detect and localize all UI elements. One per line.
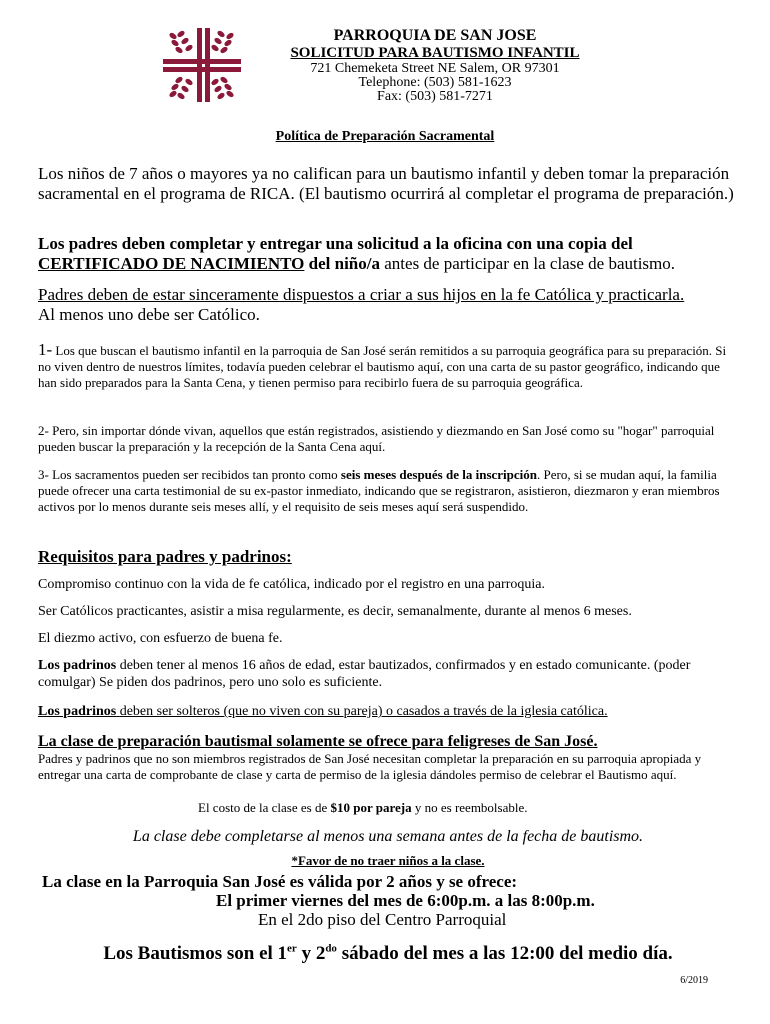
schedule-line-3: En el 2do piso del Centro Parroquial: [258, 910, 507, 929]
requirement-item-3: El diezmo activo, con esfuerzo de buena fe.: [38, 631, 283, 646]
parents-submit-paragraph: [38, 234, 738, 274]
rule-1: [38, 342, 738, 391]
parish-fax: Fax: (503) 581-7271: [377, 89, 493, 104]
requirement-item-4: [38, 657, 738, 691]
form-title: SOLICITUD PARA BAUTISMO INFANTIL: [290, 45, 580, 61]
sincere-paragraph: [38, 285, 738, 325]
birth-certificate-text: CERTIFICADO DE NACIMIENTO: [38, 254, 305, 273]
cross-wheat-logo-icon: [163, 28, 241, 102]
baptisms-sup-2: do: [325, 942, 337, 955]
submit-rest-text: antes de participar en la clase de bautismo.: [384, 254, 676, 273]
policy-title: Política de Preparación Sacramental: [275, 129, 495, 144]
requirement-item-2: Ser Católicos practicantes, asistir a misa regularmente, es decir, semanalmente, durante al menos 6 meses.: [38, 604, 632, 619]
godparents-label: Los padrinos: [38, 658, 117, 673]
sincere-underlined: Padres deben de estar sinceramente dispuestos a criar a sus hijos en la fe Católica y practicarla.: [38, 285, 685, 304]
class-cost-amount: $10 por pareja: [330, 800, 412, 815]
intro-paragraph: Los niños de 7 años o mayores ya no califican para un bautismo infantil y deben tomar la preparación sacramental en el programa de RICA. (El bautismo ocurrirá al completar el programa de preparación.): [38, 164, 734, 203]
requirement-item-5: [38, 703, 738, 720]
class-info-title: La clase de preparación bautismal solamente se ofrece para feligreses de San José.: [38, 733, 598, 750]
rule-1-text: Los que buscan el bautismo infantil en la parroquia de San José serán remitidos a su parroquia geográfica para su preparación. Si no viven dentro de nuestros límites, todavía pueden celebrar el bautismo aquí, con una carta de su pastor geográfico, indicando que han sido preparados para la Santa Cena, y tienen permiso para recibirlo fuera de su parroquia geográfica.: [38, 343, 727, 390]
requirement-item-5-text: deben ser solteros (que no viven con su pareja) o casados a través de la iglesia católica.: [119, 704, 608, 719]
requirement-item-4-text: deben tener al menos 16 años de edad, estar bautizados, confirmados y en estado comunicante. (poder comulgar) Se piden dos padrinos, pero uno solo es suficiente.: [38, 658, 691, 690]
rule-2: [38, 423, 738, 455]
rule-2-text: Pero, sin importar dónde vivan, aquellos que están registrados, asistiendo y diezmando en San José como su "hogar" parroquial pueden buscar la preparación y la recepción de la Santa Cena aquí.: [38, 423, 715, 454]
schedule-line-1: La clase en la Parroquia San José es válida por 2 años y se ofrece:: [42, 872, 518, 891]
baptisms-schedule: [38, 943, 738, 965]
requirements-title: Requisitos para padres y padrinos:: [38, 547, 292, 566]
baptisms-sup-1: er: [287, 942, 297, 955]
class-info-text: Padres y padrinos que no son miembros registrados de San José necesitan completar la preparación en su parroquia apropiada y entregar una carta de comprobante de clase y carta de permiso de la iglesia dándoles permiso de celebrar el Bautismo aquí.: [38, 751, 702, 782]
baptisms-post: sábado del mes a las 12:00 del medio día.: [341, 943, 673, 964]
parish-name: PARROQUIA DE SAN JOSE: [333, 27, 537, 44]
parish-telephone: Telephone: (503) 581-1623: [358, 75, 512, 90]
rule-3-post: . Pero, si se mudan aquí, la familia puede ofrecer una carta testimonial de su ex-pastor inmediato, indicando que se registraron, asistieron, diezmaron y eran miembros activos por lo menos durante seis meses allí, y el requisito de seis meses aquí será suspendido.: [38, 467, 720, 514]
child-text: del niño/a: [308, 254, 380, 273]
class-cost: [198, 800, 738, 816]
rule-3-bold: seis meses después de la inscripción: [340, 467, 537, 482]
complete-note: La clase debe completarse al menos una semana antes de la fecha de bautismo.: [132, 828, 644, 845]
baptisms-pre: Los Bautismos son el 1: [103, 943, 288, 964]
no-children-note: *Favor de no traer niños a la clase.: [291, 853, 485, 868]
rule-3: [38, 467, 738, 515]
rule-3-number: 3-: [38, 467, 49, 482]
revision-date: 6/2019: [680, 975, 708, 986]
rule-3-pre: Los sacramentos pueden ser recibidos tan pronto como: [52, 467, 338, 482]
sincere-rest: Al menos uno debe ser Católico.: [38, 305, 260, 324]
rule-2-number: 2-: [38, 423, 49, 438]
class-cost-post: y no es reembolsable.: [414, 800, 528, 815]
rule-1-number: 1-: [38, 340, 53, 359]
letterhead: [240, 27, 630, 104]
submit-bold-text: Los padres deben completar y entregar una solicitud a la oficina con una copia del: [38, 234, 633, 253]
schedule-line-2: El primer viernes del mes de 6:00p.m. a las 8:00p.m.: [216, 891, 595, 910]
baptisms-mid: y 2: [301, 943, 326, 964]
class-cost-pre: El costo de la clase es de: [198, 800, 328, 815]
parish-address: 721 Chemeketa Street NE Salem, OR 97301: [310, 61, 560, 76]
requirement-item-1: Compromiso continuo con la vida de fe católica, indicado por el registro en una parroquia.: [38, 577, 545, 592]
godparents-label-2: Los padrinos: [38, 704, 117, 719]
